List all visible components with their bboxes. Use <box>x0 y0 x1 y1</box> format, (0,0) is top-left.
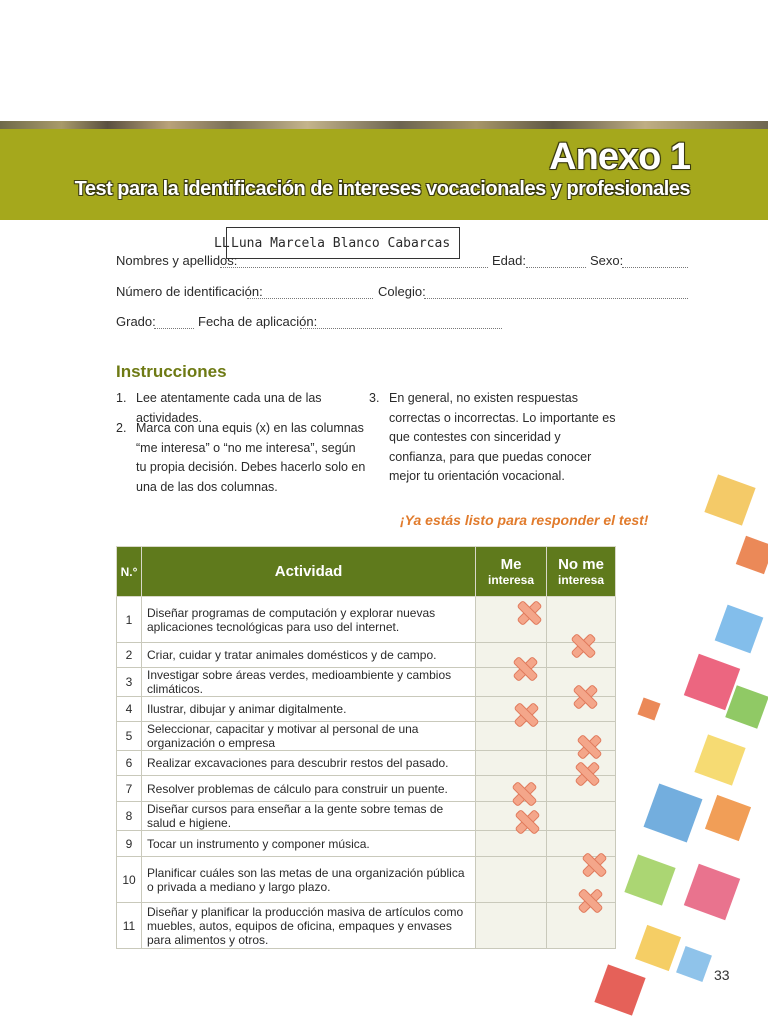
decorative-square <box>594 964 645 1015</box>
instructions-title: Instrucciones <box>116 362 227 381</box>
header-activity <box>142 547 476 597</box>
decorative-square <box>635 925 681 971</box>
x-mark-icon <box>578 889 600 911</box>
row-number: 10 <box>117 857 142 903</box>
x-mark-icon <box>517 601 539 623</box>
header-no-me-interesa <box>547 547 616 597</box>
age-label: Edad: <box>492 253 526 268</box>
date-label: Fecha de aplicación: <box>198 314 318 329</box>
activity-cell: Seleccionar, capacitar y motivar al personal de una organización o empresa <box>142 722 476 751</box>
age-field[interactable] <box>526 267 586 268</box>
name-prefix: LL <box>214 236 230 251</box>
activity-cell: Diseñar y planificar la producción masiva de artículos como muebles, autos, equipos de oficina, empaques y envases para alimentos y otros. <box>142 903 476 949</box>
row-number: 9 <box>117 831 142 857</box>
activity-cell: Diseñar programas de computación y explorar nuevas aplicaciones tecnológicas para uso del internet. <box>142 597 476 643</box>
table-row <box>117 697 616 722</box>
decorative-square <box>705 795 751 841</box>
row-number: 3 <box>117 668 142 697</box>
me-interesa-cell[interactable] <box>476 831 547 857</box>
x-mark-icon <box>582 853 604 875</box>
me-interesa-cell[interactable] <box>476 857 547 903</box>
activity-cell: Resolver problemas de cálculo para construir un puente. <box>142 776 476 802</box>
decorative-square <box>644 784 703 843</box>
table-row <box>117 643 616 668</box>
table-row <box>117 802 616 831</box>
table-row <box>117 831 616 857</box>
ready-prompt: ¡Ya estás listo para responder el test! <box>400 512 649 528</box>
row-number: 8 <box>117 802 142 831</box>
x-mark-icon <box>571 634 593 656</box>
x-mark-icon <box>575 762 597 784</box>
me-interesa-cell[interactable] <box>476 668 547 697</box>
row-number: 6 <box>117 751 142 776</box>
date-field[interactable] <box>300 328 502 329</box>
row-number: 4 <box>117 697 142 722</box>
annex-title: Anexo 1 <box>549 136 690 178</box>
activity-cell: Diseñar cursos para enseñar a la gente sobre temas de salud e higiene. <box>142 802 476 831</box>
activity-cell: Investigar sobre áreas verdes, medioambiente y cambios climáticos. <box>142 668 476 697</box>
x-mark-icon <box>577 735 599 757</box>
row-number: 11 <box>117 903 142 949</box>
grade-label: Grado: <box>116 314 156 329</box>
sex-label: Sexo: <box>590 253 624 268</box>
x-mark-icon <box>512 782 534 804</box>
decorative-square <box>637 697 660 720</box>
instruction-text: En general, no existen respuestas correctas o incorrectas. Lo importante es que contestes con sinceridad y confianza, para que puedas conocer mejor tu orientación vocacional. <box>389 391 616 483</box>
decorative-square <box>715 605 764 654</box>
school-field[interactable] <box>424 298 688 299</box>
page-title: Test para la identificación de intereses vocacionales y profesionales <box>74 178 690 200</box>
decorative-square <box>694 734 745 785</box>
name-field[interactable]: Luna Marcela Blanco Cabarcas <box>226 227 460 259</box>
instruction-num: 3. <box>369 391 380 405</box>
instruction-text: Lee atentamente cada una de las actividades. <box>136 391 322 425</box>
activity-cell: Ilustrar, dibujar y animar digitalmente. <box>142 697 476 722</box>
x-mark-icon <box>513 657 535 679</box>
decorative-square <box>736 536 768 574</box>
grade-field[interactable] <box>154 328 194 329</box>
header-activity-label: Actividad <box>274 563 343 580</box>
instruction-num: 1. <box>116 391 127 405</box>
instruction-2 <box>116 419 366 497</box>
sex-field[interactable] <box>622 267 688 268</box>
name-line <box>220 267 488 268</box>
id-label: Número de identificación: <box>116 284 263 299</box>
no-me-interesa-cell[interactable] <box>547 802 616 831</box>
row-number: 7 <box>117 776 142 802</box>
school-label: Colegio: <box>378 284 426 299</box>
table-row <box>117 722 616 751</box>
me-interesa-cell[interactable] <box>476 722 547 751</box>
activity-cell: Criar, cuidar y tratar animales domésticos y de campo. <box>142 643 476 668</box>
id-field[interactable] <box>247 298 373 299</box>
table-row <box>117 903 616 949</box>
me-interesa-cell[interactable] <box>476 751 547 776</box>
table-row <box>117 668 616 697</box>
instruction-text: Marca con una equis (x) en las columnas “me interesa” o “no me interesa”, según tu propia decisión. Debes hacerlo solo en una de las dos columnas. <box>136 421 366 494</box>
header-no-bottom: interesa <box>557 573 605 587</box>
decorative-square <box>704 474 755 525</box>
x-mark-icon <box>573 685 595 707</box>
row-number: 1 <box>117 597 142 643</box>
decorative-square <box>684 864 740 920</box>
header-no-top: No me <box>558 556 604 573</box>
decorative-square <box>676 946 712 982</box>
x-mark-icon <box>515 810 537 832</box>
header-me-interesa <box>476 547 547 597</box>
x-mark-icon <box>514 703 536 725</box>
instruction-3 <box>369 389 619 487</box>
header-num: N.° <box>117 547 142 597</box>
decorative-square <box>624 854 675 905</box>
row-number: 5 <box>117 722 142 751</box>
activity-cell: Tocar un instrumento y componer música. <box>142 831 476 857</box>
table-header-row <box>117 547 616 597</box>
instruction-num: 2. <box>116 421 127 435</box>
header-me-bottom: interesa <box>487 573 535 587</box>
name-label: Nombres y apellidos: <box>116 253 238 268</box>
header-me-top: Me <box>500 556 522 573</box>
table-row <box>117 751 616 776</box>
activity-cell: Realizar excavaciones para descubrir restos del pasado. <box>142 751 476 776</box>
no-me-interesa-cell[interactable] <box>547 831 616 857</box>
row-number: 2 <box>117 643 142 668</box>
page-number: 33 <box>714 967 730 983</box>
me-interesa-cell[interactable] <box>476 903 547 949</box>
activity-cell: Planificar cuáles son las metas de una organización pública o privada a mediano y largo plazo. <box>142 857 476 903</box>
header-photo-strip <box>0 121 768 129</box>
table-row <box>117 776 616 802</box>
table-row <box>117 857 616 903</box>
